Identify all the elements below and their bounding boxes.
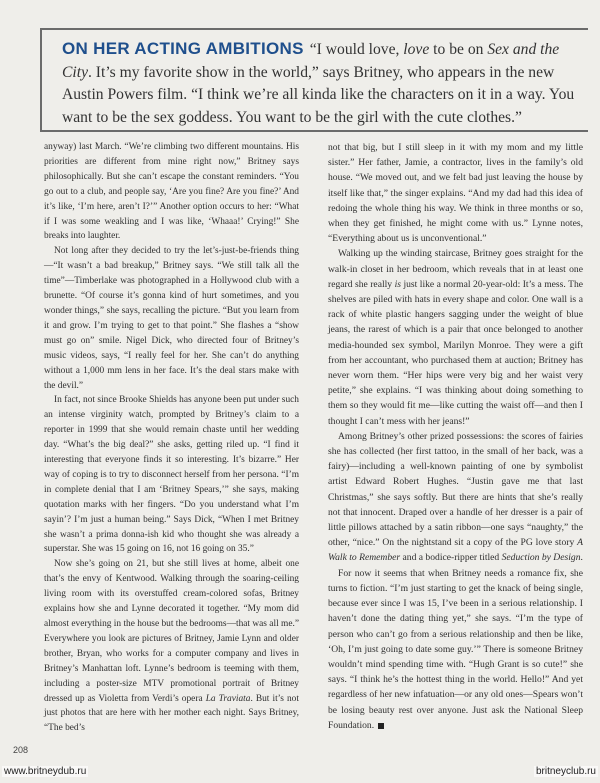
paragraph <box>44 557 299 736</box>
paragraph-text: and a bodice-ripper titled <box>400 552 502 564</box>
paragraph: In fact, not since Brooke Shields has anyone been put under such an intense virginity watch, prompted by Britney’s claim to a reporter in 1999 that she would remain chaste until her wedding day. “What’s the big deal?” she asks, getting riled up. “I find it interesting that everyone finds it so interesting. It’s bizarre.” Her way of coping is to try to disconnect herself from her persona. “I’m in complete denial that I am ‘Britney Spears,’” she says, making quotation marks with her fingers. “Do you understand what I’m sayin’? I’m just a human being.” Says Dick, “When I met Britney she wasn’t a prima donna-ish kid who thought she was already a superstar. She was 15 going on 16, not 16 going on 35.” <box>44 395 299 555</box>
left-column <box>44 140 299 736</box>
book-title: Seduction by Design <box>501 552 581 564</box>
watermark-right: britneyclub.ru <box>535 766 596 777</box>
paragraph: Not long after they decided to try the let’s-just-be-friends thing—“It wasn’t a bad breakup,” Britney says. “We still talk all the time”—Timberlake was photographed in a Hollywood club with a brunette. “Of course it’s gonna kind of hurt sometimes, and you wonder things,” she says, recalling the picture. “But you learn from it and grow. I’m trying to get to that point.” She flashes a “show must go on” smile. Nigel Dick, who directed four of Britney’s music videos, says, “I really feel for her. She can’t do anything without a 1,000 mm lens in her face. It’s the deal stars make with the devil.” <box>44 246 299 391</box>
paragraph-text: Walking up the winding staircase, Britney goes straight for the walk-in closet in her bedroom, which reveals that in at least one regard she really <box>328 248 583 290</box>
pull-quote-text: to be on <box>429 41 488 58</box>
right-column <box>328 140 583 733</box>
paragraph <box>328 429 583 566</box>
page-number: 208 <box>13 745 29 755</box>
emphasis: is <box>394 278 401 290</box>
pull-quote <box>62 38 588 129</box>
book-title: A Walk to Remember <box>328 537 583 564</box>
opera-title: La Traviata <box>205 693 251 704</box>
show-title: Sex and the City <box>62 41 560 81</box>
paragraph-text: . But it’s not just photos that are here with her mother each night. Says Britney, “The bed’s <box>44 693 299 734</box>
pull-quote-emphasis: love <box>403 41 430 58</box>
paragraph-text: Now she’s going on 21, but she still lives at home, albeit one that’s the envy of Kentwood. Walking through the soaring-ceiling living room with its overstuffed cream-colored sofas, Britney explains how she and Lynne decorated it together. “My mom did almost everything in the house but the bedrooms—that was all me.” Everywhere you look are pictures of Britney, Jamie Lynn and older brother, Bryan, who works for a computer company and lives in Britney’s Manhattan loft. Lynne’s bedroom is teeming with them, including a poster-size MTV promotional portrait of Britney dressed up as Violetta from Verdi’s opera <box>44 559 299 704</box>
paragraph-text: Among Britney’s other prized possessions: the scores of fairies she has collected (her first tattoo, in the small of her back, was a fairy)—including a well-known painting of one by symbolist artist Edward Robert Hughes. “Justin gave me that last Christmas,” she says softly. But there are hints that she’s really not that innocent. Draped over a handle of her dresser is a pair of little pillows attached by a satin ribbon—one says “naughty,” the other, “nice.” On the nightstand sit a copy of the PG love story <box>328 430 583 549</box>
end-mark-icon <box>378 723 384 729</box>
paragraph-text: just like a normal 20-year-old: It’s a mess. The shelves are piled with hats in every shape and color. One wall is a rack of white plastic hangers sagging under the weight of blue jeans, the rarest of which is a pair that once belonged to another media-hounded sex symbol, Marilyn Monroe. They were a gift from her accountant, who purchased them at auction; Britney has never worn them. “Her hips were very big and her waist very petite,” she explains. “I was thinking about doing something to them so they would fit me—like cutting the waist off—and then I thought I can’t mess with her jeans!” <box>328 278 583 427</box>
paragraph-text: . <box>580 552 583 564</box>
paragraph: not that big, but I still sleep in it with my mom and my little sister.” Her father, Jamie, a contractor, lives in the family’s old house. “We moved out, and we felt bad just leaving the house by itself like that,” the singer explains. “And my dad had this idea of redoing the whole thing his way. We think in three months or so, when they get finished, he might come with us.” Lynne notes, “Everything about us is unconventional.” <box>328 142 583 245</box>
pull-quote-text: . It’s my favorite show in the world,” says Britney, who appears in the new Austin Powers film. “I think we’re all kinda like the characters on it in a way. You want to be the sex goddess. You want to be the girl with the cute clothes.” <box>62 63 575 126</box>
pull-quote-text: “I would love, <box>309 41 404 58</box>
pull-quote-heading: ON HER ACTING AMBITIONS <box>62 39 304 58</box>
paragraph-text: For now it seems that when Britney needs a romance fix, she turns to fiction. “I’m just starting to get the knack of being single, because ever since I was 15, I’ve been in a serious relationship. I haven’t done the dating thing yet,” she says. “I’m the type of person who can’t go from a serious relationship and then be like, ‘Oh, I’m just going to date some guy.’” There is someone Britney wouldn’t mind spending time with. “Hugh Grant is so cute!” she says. “I think he’s the hottest thing in the world. Hello!” And yet regardless of her new infatuation—or any old ones—Spears won’t be losing beauty rest over anyone. Just ask the National Sleep Foundation. <box>328 567 583 731</box>
paragraph <box>328 246 583 428</box>
watermark-left: www.britneydub.ru <box>4 766 87 777</box>
paragraph <box>328 566 583 733</box>
paragraph: anyway) last March. “We’re climbing two different mountains. His priorities are different from mine right now,” Britney says philosophically. But she can’t escape the constant reminders. “You go out to a club, and people say, ‘Are you fine? Are you fine?’ And it’s like, ‘I’m here, aren’t I?’” Another option occurs to her: “What if I was some weakling and I was like, ‘Whaaa!’ Crying!” She breaks into laughter. <box>44 142 299 242</box>
